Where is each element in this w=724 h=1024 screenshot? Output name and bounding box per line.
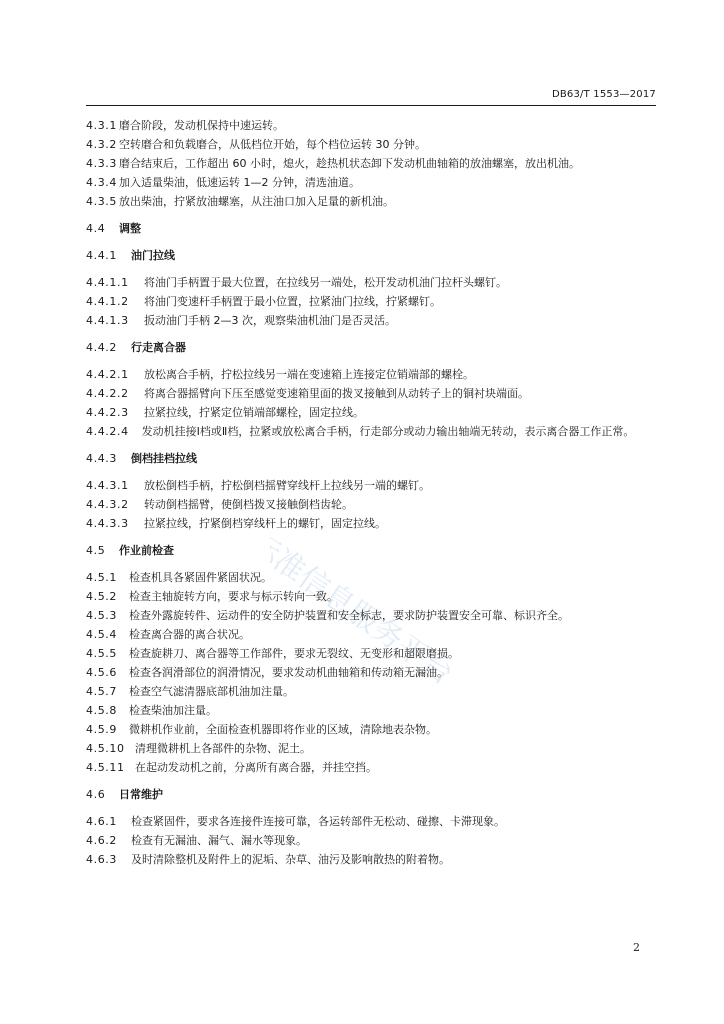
clause-text: 放松倒档手柄，拧松倒档摇臂穿线杆上拉线另一端的螺钉。 [144, 479, 430, 492]
clause-text: 扳动油门手柄 2—3 次，观察柴油机油门是否灵活。 [144, 314, 396, 327]
clause-text: 清理微耕机上各部件的杂物、泥土。 [135, 742, 311, 755]
watermark-text: 标准信息服务平台 [270, 525, 460, 692]
clause-number: 4.4.1.3 [86, 314, 129, 327]
clause-number: 4.5.11 [86, 761, 125, 774]
clause-4-5-3 [86, 606, 656, 625]
clause-number: 4.4.1.1 [86, 276, 129, 289]
clause-4-5-6 [86, 663, 656, 682]
page-number: 2 [633, 941, 640, 954]
section-number: 4.4.3 [86, 452, 117, 465]
clause-text: 磨合结束后，工作超出 60 小时，熄火，趁热机状态卸下发动机曲轴箱的放油螺塞，放出机油。 [119, 157, 580, 170]
clause-text: 空转磨合和负载磨合，从低档位开始，每个档位运转 30 分钟。 [119, 138, 426, 151]
clause-4-4-2-4 [86, 422, 656, 441]
clause-text: 检查各润滑部位的润滑情况，要求发动机曲轴箱和传动箱无漏油。 [129, 666, 448, 679]
clause-4-5-2 [86, 587, 656, 606]
clause-text: 检查离合器的离合状况。 [129, 628, 250, 641]
clause-text: 检查空气滤清器底部机油加注量。 [129, 685, 294, 698]
clause-4-3-3 [86, 154, 656, 173]
clause-number: 4.5.6 [86, 666, 117, 679]
clause-4-5-8 [86, 701, 656, 720]
clause-text: 检查柴油加注量。 [129, 704, 217, 717]
clause-4-4-2-1 [86, 365, 656, 384]
clause-text: 微耕机作业前，全面检查机器即将作业的区域，清除地表杂物。 [129, 723, 437, 736]
clause-4-5-9 [86, 720, 656, 739]
clause-text: 检查主轴旋转方向，要求与标示转向一致。 [129, 590, 338, 603]
section-heading-4-4-3 [86, 449, 656, 468]
clause-number: 4.3.1 [86, 119, 117, 132]
clause-text: 检查有无漏油、漏气、漏水等现象。 [131, 834, 307, 847]
section-title: 调整 [119, 222, 141, 235]
clause-4-5-10 [86, 739, 656, 758]
clause-4-4-1-1 [86, 273, 656, 292]
clause-text: 将离合器摇臂向下压至感觉变速箱里面的拨叉接触到从动转子上的铜衬块端面。 [144, 387, 529, 400]
clause-number: 4.5.8 [86, 704, 117, 717]
clause-text: 检查机具各紧固件紧固状况。 [129, 571, 272, 584]
section-title: 油门拉线 [131, 249, 175, 262]
clause-number: 4.4.2.3 [86, 406, 129, 419]
clause-4-5-1 [86, 568, 656, 587]
clause-4-5-4 [86, 625, 656, 644]
clause-number: 4.4.2.1 [86, 368, 129, 381]
section-title: 作业前检查 [119, 544, 174, 557]
clause-text: 检查旋耕刀、离合器等工作部件，要求无裂纹、无变形和超限磨损。 [129, 647, 459, 660]
section-title: 行走离合器 [131, 341, 186, 354]
clause-number: 4.4.3.1 [86, 479, 129, 492]
clause-number: 4.3.4 [86, 176, 117, 189]
clause-text: 加入适量柴油，低速运转 1—2 分钟，清选油道。 [119, 176, 360, 189]
clause-4-4-3-1 [86, 476, 656, 495]
clause-text: 在起动发动机之前，分离所有离合器，并挂空挡。 [135, 761, 377, 774]
clause-4-4-1-2 [86, 292, 656, 311]
clause-number: 4.5.2 [86, 590, 117, 603]
clause-number: 4.6.1 [86, 815, 117, 828]
section-heading-4-4 [86, 219, 656, 238]
clause-4-4-3-3 [86, 514, 656, 533]
clause-4-3-2 [86, 135, 656, 154]
clause-text: 放出柴油，拧紧放油螺塞，从注油口加入足量的新机油。 [119, 195, 394, 208]
section-number: 4.4 [86, 222, 106, 235]
clause-text: 将油门变速杆手柄置于最小位置，拉紧油门拉线，拧紧螺钉。 [144, 295, 441, 308]
clause-4-4-1-3 [86, 311, 656, 330]
clause-4-6-1 [86, 812, 656, 831]
section-number: 4.4.1 [86, 249, 117, 262]
section-heading-4-5 [86, 541, 656, 560]
clause-4-6-2 [86, 831, 656, 850]
clause-4-4-3-2 [86, 495, 656, 514]
clause-text: 拉紧拉线，拧紧定位销端部螺栓，固定拉线。 [144, 406, 364, 419]
clause-text: 发动机挂接Ⅰ档或Ⅱ档，拉紧或放松离合手柄，行走部分或动力输出轴端无转动，表示离合器工作正常。 [141, 425, 635, 438]
clause-number: 4.5.3 [86, 609, 117, 622]
clause-4-3-1 [86, 116, 656, 135]
clause-number: 4.4.2.4 [86, 425, 129, 438]
clause-number: 4.4.3.2 [86, 498, 129, 511]
clause-number: 4.3.5 [86, 195, 117, 208]
clause-text: 将油门手柄置于最大位置，在拉线另一端处，松开发动机油门拉杆头螺钉。 [144, 276, 507, 289]
header-rule [86, 105, 656, 106]
section-title: 日常维护 [119, 788, 163, 801]
clause-number: 4.6.2 [86, 834, 117, 847]
clause-number: 4.5.4 [86, 628, 117, 641]
clause-4-3-4 [86, 173, 656, 192]
clause-4-3-5 [86, 192, 656, 211]
clause-4-5-5 [86, 644, 656, 663]
clause-text: 转动倒档摇臂，使倒档拨叉接触倒档齿轮。 [144, 498, 353, 511]
document-body [86, 116, 656, 869]
clause-4-4-2-2 [86, 384, 656, 403]
section-heading-4-4-2 [86, 338, 656, 357]
clause-number: 4.5.5 [86, 647, 117, 660]
clause-4-5-7 [86, 682, 656, 701]
clause-number: 4.3.3 [86, 157, 117, 170]
section-heading-4-6 [86, 785, 656, 804]
clause-text: 放松离合手柄，拧松拉线另一端在变速箱上连接定位销端部的螺栓。 [144, 368, 474, 381]
clause-4-6-3 [86, 850, 656, 869]
section-number: 4.6 [86, 788, 106, 801]
clause-number: 4.5.10 [86, 742, 125, 755]
clause-text: 检查外露旋转件、运动件的安全防护装置和安全标志，要求防护装置安全可靠、标识齐全。 [129, 609, 569, 622]
clause-text: 磨合阶段，发动机保持中速运转。 [119, 119, 284, 132]
clause-number: 4.3.2 [86, 138, 117, 151]
clause-text: 及时清除整机及附件上的泥垢、杂草、油污及影响散热的附着物。 [131, 853, 450, 866]
section-number: 4.4.2 [86, 341, 117, 354]
clause-text: 拉紧拉线，拧紧倒档穿线杆上的螺钉，固定拉线。 [144, 517, 386, 530]
section-heading-4-4-1 [86, 246, 656, 265]
clause-number: 4.6.3 [86, 853, 117, 866]
clause-number: 4.5.1 [86, 571, 117, 584]
clause-number: 4.5.7 [86, 685, 117, 698]
standard-code: DB63/T 1553—2017 [551, 89, 656, 100]
section-title: 倒档挂档拉线 [131, 452, 197, 465]
clause-number: 4.4.2.2 [86, 387, 129, 400]
section-number: 4.5 [86, 544, 106, 557]
clause-number: 4.4.1.2 [86, 295, 129, 308]
clause-4-5-11 [86, 758, 656, 777]
clause-number: 4.5.9 [86, 723, 117, 736]
clause-4-4-2-3 [86, 403, 656, 422]
clause-text: 检查紧固件，要求各连接件连接可靠，各运转部件无松动、碰擦、卡滞现象。 [131, 815, 505, 828]
clause-number: 4.4.3.3 [86, 517, 129, 530]
